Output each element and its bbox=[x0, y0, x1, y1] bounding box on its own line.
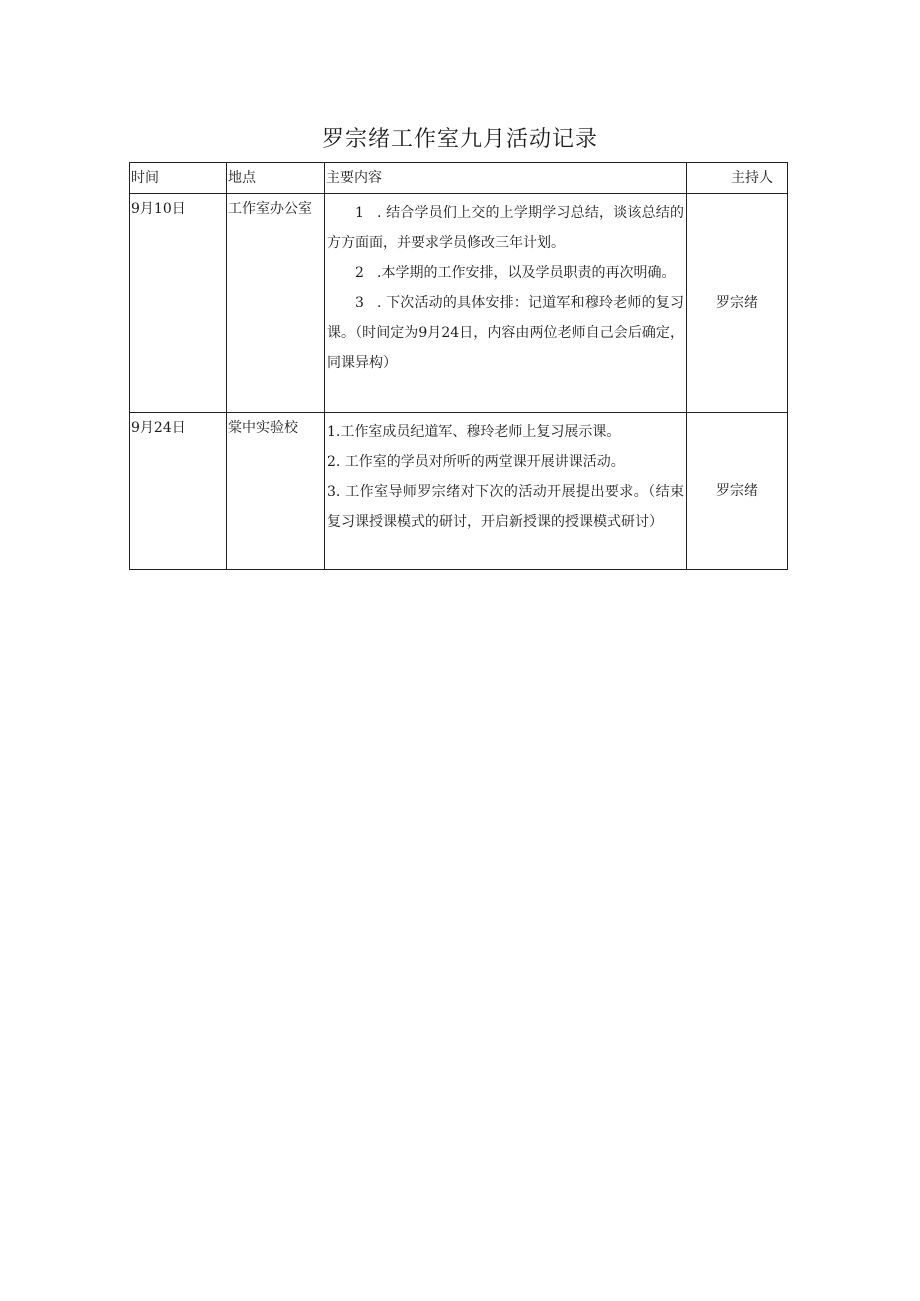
row-content bbox=[325, 413, 687, 570]
header-host: 主持人 bbox=[687, 163, 788, 194]
content-item: 1.工作室成员纪道军、穆玲老师上复习展示课。 bbox=[327, 424, 621, 440]
row-time: 9月24日 bbox=[130, 413, 227, 570]
activity-record-table bbox=[129, 162, 788, 570]
content-item: 3 . 下次活动的具体安排：记道军和穆玲老师的复习课。（时间定为9月24日，内容由两位老师自己会后确定，同课异构） bbox=[327, 295, 684, 371]
row-host: 罗宗绪 bbox=[687, 413, 788, 570]
table-row bbox=[130, 194, 788, 413]
document-title: 罗宗绪工作室九月活动记录 bbox=[321, 127, 598, 152]
header-content: 主要内容 bbox=[325, 163, 687, 194]
content-item: 1 . 结合学员们上交的上学期学习总结，谈该总结的方方面面，并要求学员修改三年计划。 bbox=[327, 205, 684, 251]
row-content bbox=[325, 194, 687, 413]
row-place: 工作室办公室 bbox=[227, 194, 325, 413]
header-place: 地点 bbox=[227, 163, 325, 194]
table-header-row bbox=[130, 163, 788, 194]
row-time: 9月10日 bbox=[130, 194, 227, 413]
header-time: 时间 bbox=[130, 163, 227, 194]
table-row bbox=[130, 413, 788, 570]
row-place: 棠中实验校 bbox=[227, 413, 325, 570]
content-item: 3. 工作室导师罗宗绪对下次的活动开展提出要求。（结束复习课授课模式的研讨，开启新授课的授课模式研讨） bbox=[327, 484, 684, 530]
row-host: 罗宗绪 bbox=[687, 194, 788, 413]
content-item: 2. 工作室的学员对所听的两堂课开展讲课活动。 bbox=[327, 454, 625, 470]
content-item: 2 .本学期的工作安排，以及学员职责的再次明确。 bbox=[355, 265, 676, 281]
